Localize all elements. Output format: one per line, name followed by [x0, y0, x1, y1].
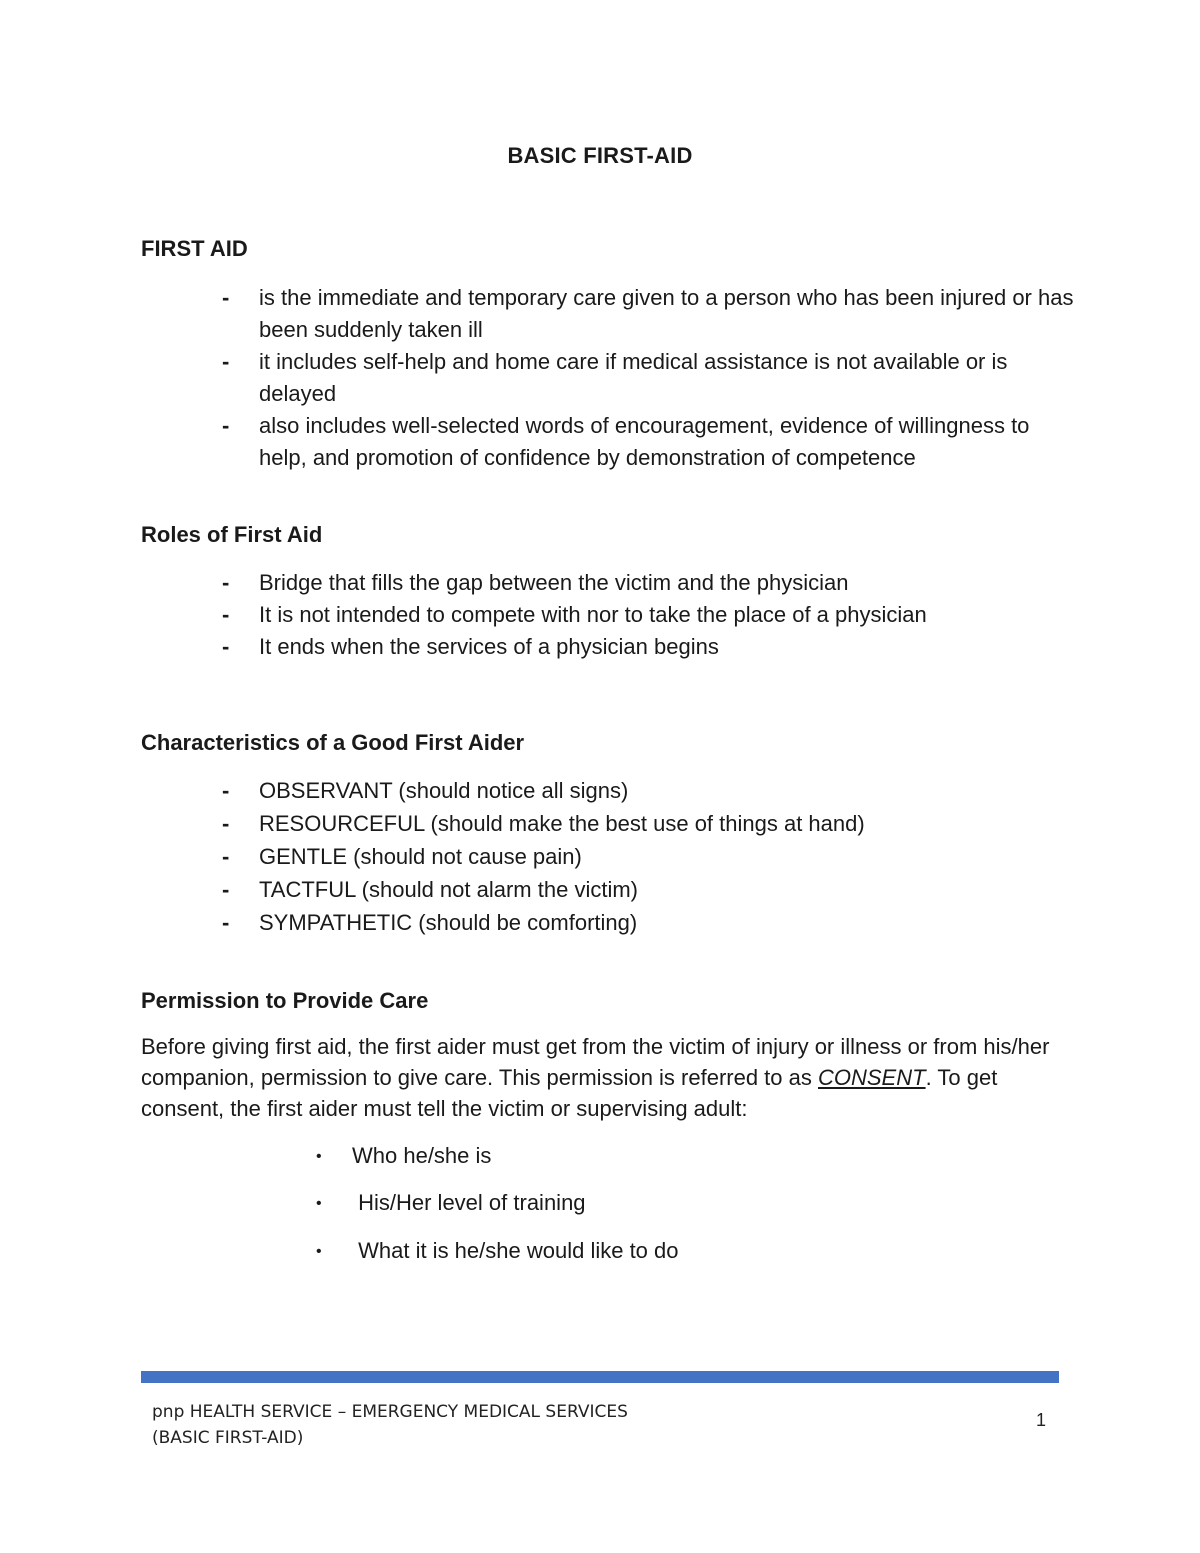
list-item — [222, 775, 1082, 808]
characteristics-list — [222, 775, 1082, 940]
dash-marker: - — [222, 778, 230, 803]
page-number: 1 — [1036, 1410, 1047, 1430]
consent-term: CONSENT — [818, 1065, 926, 1090]
list-item-text: It is not intended to compete with nor to take the place of a physician — [259, 602, 927, 627]
list-item — [222, 874, 1082, 907]
list-item — [222, 599, 1082, 631]
roles-list — [222, 567, 1082, 663]
heading-first-aid: FIRST AID — [141, 236, 248, 261]
bullet-item-text: Who he/she is — [352, 1143, 492, 1168]
list-item-text: GENTLE (should not cause pain) — [259, 844, 582, 869]
bullet-item — [316, 1143, 491, 1169]
first-aid-list — [222, 282, 1082, 474]
dash-marker: - — [222, 285, 230, 310]
dash-marker: - — [222, 570, 230, 595]
bullet-item-text: His/Her level of training — [352, 1190, 586, 1215]
list-item-text: TACTFUL (should not alarm the victim) — [259, 877, 638, 902]
list-item — [222, 841, 1082, 874]
bullet-item — [316, 1190, 586, 1216]
list-item — [222, 282, 1082, 346]
list-item — [222, 410, 1082, 474]
footer-line-2: (BASIC FIRST-AID) — [152, 1428, 304, 1448]
dash-marker: - — [222, 910, 230, 935]
list-item — [222, 907, 1082, 940]
bullet-marker: • — [316, 1243, 322, 1260]
list-item — [222, 808, 1082, 841]
dash-marker: - — [222, 877, 230, 902]
list-item-text: RESOURCEFUL (should make the best use of things at hand) — [259, 811, 865, 836]
document-title: BASIC FIRST-AID — [507, 143, 693, 168]
list-item-text: SYMPATHETIC (should be comforting) — [259, 910, 638, 935]
bullet-marker: • — [316, 1195, 322, 1212]
list-item — [222, 567, 1082, 599]
permission-paragraph — [141, 1031, 1081, 1124]
list-item-text: OBSERVANT (should notice all signs) — [259, 778, 629, 803]
bullet-item — [316, 1238, 679, 1264]
dash-marker: - — [222, 811, 230, 836]
bullet-marker: • — [316, 1148, 322, 1165]
heading-roles: Roles of First Aid — [141, 522, 323, 547]
footer-divider-bar — [141, 1371, 1059, 1383]
dash-marker: - — [222, 413, 230, 438]
list-item-text: it includes self-help and home care if medical assistance is not available or is delayed — [259, 349, 1008, 406]
footer-line-1: pnp HEALTH SERVICE – EMERGENCY MEDICAL SERVICES — [152, 1402, 628, 1422]
paragraph-text-before: Before giving first aid, the first aider must get from the victim of injury or illness or from his/her companion, permission to give care. This permission is referred to as — [141, 1034, 1050, 1090]
list-item-text: Bridge that fills the gap between the victim and the physician — [259, 570, 849, 595]
dash-marker: - — [222, 349, 230, 374]
list-item — [222, 631, 1082, 663]
dash-marker: - — [222, 634, 230, 659]
list-item-text: also includes well-selected words of encouragement, evidence of willingness to help, and promotion of confidence by demonstration of competence — [259, 413, 1030, 470]
heading-permission: Permission to Provide Care — [141, 988, 429, 1013]
list-item — [222, 346, 1082, 410]
paragraph-text-after: . To get consent, the first aider must tell the victim or supervising adult: — [141, 1065, 998, 1121]
bullet-item-text: What it is he/she would like to do — [352, 1238, 679, 1263]
heading-characteristics: Characteristics of a Good First Aider — [141, 730, 525, 755]
list-item-text: is the immediate and temporary care given to a person who has been injured or has been suddenly taken ill — [259, 285, 1074, 342]
dash-marker: - — [222, 602, 230, 627]
list-item-text: It ends when the services of a physician begins — [259, 634, 719, 659]
dash-marker: - — [222, 844, 230, 869]
footer-text — [152, 1399, 628, 1451]
